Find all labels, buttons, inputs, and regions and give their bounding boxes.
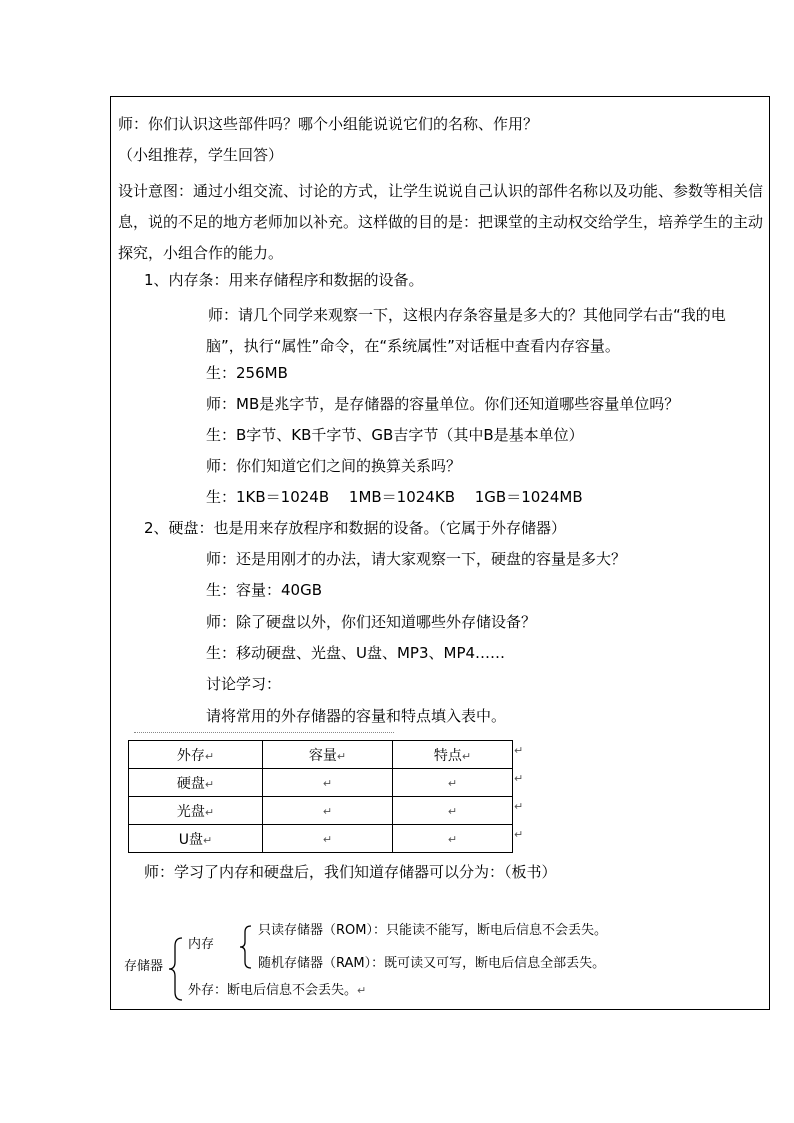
teacher-conversion-question: 师：你们知道它们之间的换算关系吗？	[206, 457, 462, 475]
table-row	[129, 769, 513, 797]
group-answer-note: （小组推荐，学生回答）	[118, 146, 284, 164]
diagram-ram: 随机存储器（RAM）：既可读又可写，断电后信息全部丢失。	[258, 956, 606, 971]
storage-table	[128, 740, 513, 853]
row-end-mark: ↵	[514, 800, 524, 813]
capacity-cell[interactable]: ↵	[263, 797, 393, 825]
teacher-memory-question: 师：请几个同学来观察一下，这根内存条容量是多大的？其他同学右击“我的电脑”，执行“属性”命令，在“系统属性”对话框中查看内存容量。	[206, 306, 726, 355]
table-row	[129, 825, 513, 853]
header-cell: 容量↵	[263, 741, 393, 769]
teacher-harddisk-question: 师：还是用刚才的办法，请大家观察一下，硬盘的容量是多大？	[206, 550, 627, 568]
outer-brace-icon	[166, 936, 186, 1002]
row-end-mark: ↵	[514, 828, 524, 841]
capacity-cell[interactable]: ↵	[263, 825, 393, 853]
section-memory: 1、内存条：用来存储程序和数据的设备。	[144, 271, 424, 289]
diagram-root-label: 存储器	[124, 959, 164, 974]
device-cell: U盘↵	[129, 825, 263, 853]
device-cell: 光盘↵	[129, 797, 263, 825]
summary-line: 师：学习了内存和硬盘后，我们知道存储器可以分为：（板书）	[144, 863, 557, 881]
teacher-mb-explanation: 师：MB是兆字节，是存储器的容量单位。你们还知道哪些容量单位吗？	[206, 395, 680, 413]
inner-brace-icon	[236, 924, 256, 970]
student-capacity-answer: 生：容量：40GB	[206, 581, 323, 599]
student-devices-answer: 生：移动硬盘、光盘、U盘、MP3、MP4……	[206, 644, 506, 662]
header-cell: 特点↵	[393, 741, 513, 769]
feature-cell[interactable]: ↵	[393, 825, 513, 853]
row-end-mark: ↵	[514, 772, 524, 785]
student-conversion-answer: 生：1KB＝1024B 1MB＝1024KB 1GB＝1024MB	[206, 488, 583, 506]
student-answer-256mb: 生：256MB	[206, 364, 288, 382]
student-units-answer: 生：B字节、KB千字节、GB吉字节（其中B是基本单位）	[206, 426, 584, 444]
diagram-rom: 只读存储器（ROM）：只能读不能写，断电后信息不会丢失。	[258, 923, 607, 938]
device-cell: 硬盘↵	[129, 769, 263, 797]
row-end-mark: ↵	[514, 744, 524, 757]
teacher-question: 师：你们认识这些部件吗？哪个小组能说说它们的名称、作用？	[118, 115, 539, 133]
section-harddisk: 2、硬盘：也是用来存放程序和数据的设备。（它属于外存储器）	[144, 519, 567, 537]
design-intent: 设计意图：通过小组交流、讨论的方式，让学生说说自己认识的部件名称以及功能、参数等相关信息，说的不足的地方老师加以补充。这样做的目的是：把课堂的主动权交给学生，培养学生的主动探究，小组合作的能力。	[118, 182, 764, 262]
dotted-divider	[134, 732, 394, 733]
table-header-row	[129, 741, 513, 769]
diagram-external: 外存：断电后信息不会丢失。↵	[188, 983, 367, 998]
discussion-label: 讨论学习：	[206, 675, 282, 693]
feature-cell[interactable]: ↵	[393, 769, 513, 797]
teacher-external-question: 师：除了硬盘以外，你们还知道哪些外存储设备？	[206, 613, 537, 631]
header-cell: 外存↵	[129, 741, 263, 769]
table-instruction: 请将常用的外存储器的容量和特点填入表中。	[206, 707, 507, 725]
diagram-internal-label: 内存	[188, 937, 215, 952]
feature-cell[interactable]: ↵	[393, 797, 513, 825]
capacity-cell[interactable]: ↵	[263, 769, 393, 797]
table-row	[129, 797, 513, 825]
